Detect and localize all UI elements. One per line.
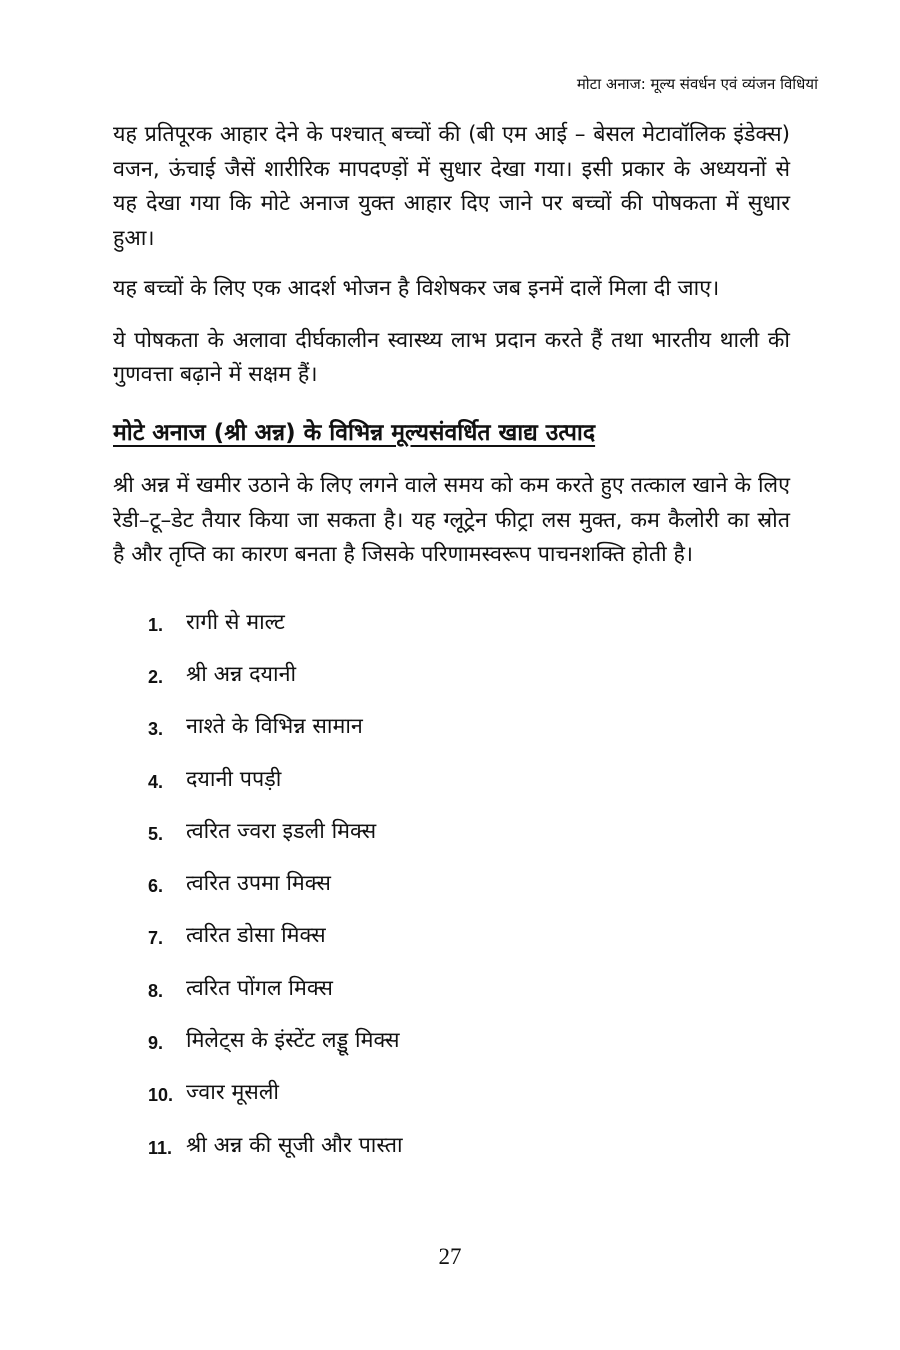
list-item (148, 752, 790, 804)
running-header: मोटा अनाज: मूल्य संवर्धन एवं व्यंजन विधियां (576, 75, 818, 93)
list-item (148, 857, 790, 909)
list-item-text: ज्वार मूसली (186, 1080, 279, 1106)
list-item-number: 5. (148, 823, 164, 844)
list-item-text: त्वरित पोंगल मिक्स (186, 975, 333, 1001)
list-item (148, 595, 790, 647)
list-item-number: 3. (148, 719, 164, 740)
section-heading: मोटे अनाज (श्री अन्न) के विभिन्न मूल्यसंवर्धित खाद्य उत्पाद (113, 419, 596, 446)
list-item-text: त्वरित ज्वरा इडली मिक्स (186, 818, 377, 844)
list-item-text: दयानी पपड़ी (186, 766, 282, 792)
list-item-number: 6. (148, 876, 164, 897)
list-item-text: रागी से माल्ट (186, 609, 285, 635)
list-item (148, 647, 790, 699)
list-item-number: 2. (148, 666, 164, 687)
page-number: 27 (438, 1244, 462, 1269)
list-item-number: 1. (148, 614, 164, 635)
list-item-number: 9. (148, 1033, 164, 1054)
list-item-text: नाश्ते के विभिन्न सामान (186, 714, 363, 740)
list-item (148, 1013, 790, 1065)
paragraph-2: यह बच्चों के लिए एक आदर्श भोजन है विशेषकर जब इनमें दालें मिला दी जाए। (113, 275, 720, 301)
list-item (148, 804, 790, 856)
list-item-number: 7. (148, 928, 164, 949)
list-item (148, 1118, 790, 1170)
list-item-number: 4. (148, 771, 164, 792)
list-item-text: त्वरित डोसा मिक्स (186, 923, 326, 949)
list-item-text: श्री अन्न की सूजी और पास्ता (186, 1132, 403, 1158)
section-intro: श्री अन्न में खमीर उठाने के लिए लगने वाले समय को कम करते हुए तत्काल खाने के लिए रेडी–टू–डेट तैयार किया जा सकता है। यह ग्लूट्रेन फीट्रा लस मुक्त, कम कैलोरी का स्रोत है और तृप्ति का कारण बनता है जिसके परिणामस्वरूप पाचनशक्ति होती है। (113, 472, 790, 568)
list-item-text: त्वरित उपमा मिक्स (186, 871, 331, 897)
list-item-text: मिलेट्स के इंस्टेंट लड्डू मिक्स (186, 1028, 400, 1054)
page-body (113, 118, 790, 1170)
paragraph-1: यह प्रतिपूरक आहार देने के पश्चात् बच्चों की (बी एम आई – बेसल मेटावॉलिक इंडेक्स) वजन, ऊंचाई जैसें शारीरिक मापदण्ड़ों में सुधार देखा गया। इसी प्रकार के अध्ययनों से यह देखा गया कि मोटे अनाज युक्त आहार दिए जाने पर बच्चों की पोषकता में सुधार हुआ। (113, 122, 791, 252)
paragraph-3: ये पोषकता के अलावा दीर्घकालीन स्वास्थ्य लाभ प्रदान करते हैं तथा भारतीय थाली की गुणवत्ता बढ़ाने में सक्षम हैं। (113, 327, 790, 388)
list-item-text: श्री अन्न दयानी (186, 661, 297, 687)
list-item (148, 909, 790, 961)
list-item-number: 10. (148, 1085, 174, 1106)
list-item-number: 8. (148, 980, 164, 1001)
list-item (148, 700, 790, 752)
product-list (113, 595, 790, 1170)
list-item (148, 961, 790, 1013)
list-item (148, 1066, 790, 1118)
list-item-number: 11. (148, 1137, 173, 1158)
